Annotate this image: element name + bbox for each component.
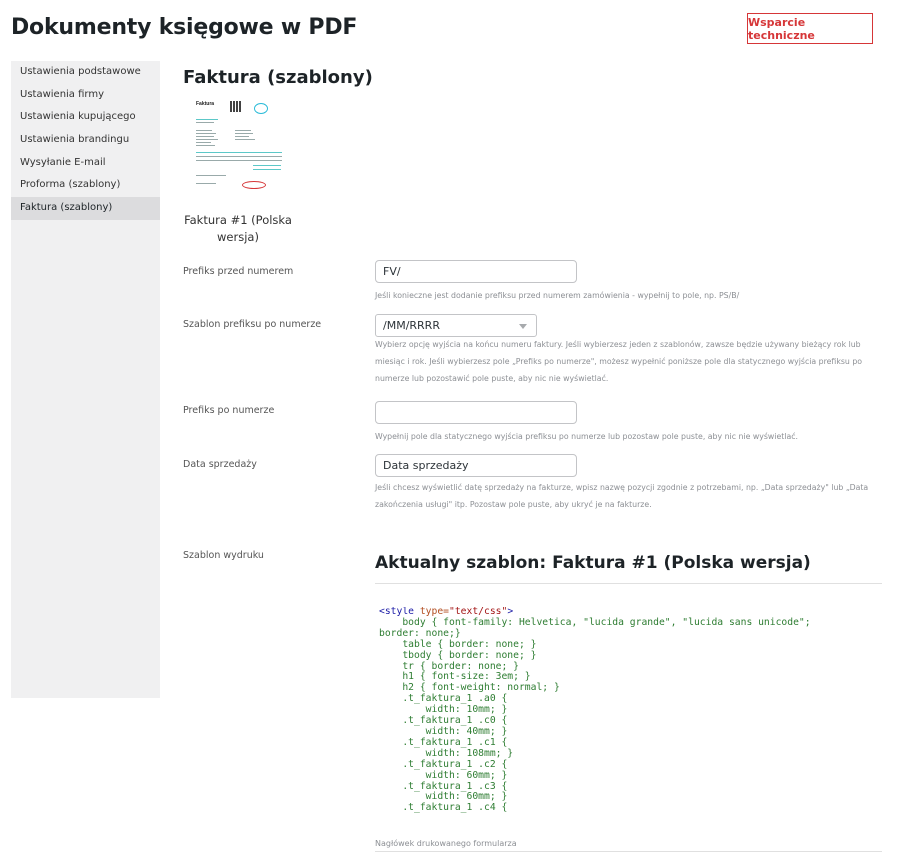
thumbnail-line [253,169,281,170]
thumbnail-line [196,136,214,137]
sidebar-item-basic-settings[interactable]: Ustawienia podstawowe [20,66,141,77]
sale-date-label: Data sprzedaży [183,459,257,470]
suffix-template-select[interactable] [375,314,537,337]
template-thumbnail[interactable] [193,97,285,195]
thumbnail-line [196,133,216,134]
code-line: width: 60mm; } [379,791,508,803]
code-line: .t_faktura_1 .c2 { [379,758,508,770]
divider [375,851,882,852]
code-line: border: none;} [379,627,461,639]
thumbnail-line [196,139,218,140]
suffix-template-help: Wybierz opcję wyjścia na końcu numeru faktury. Jeśli wybierzesz jeden z szablonów, zawsze będzie używany bieżący rok lub miesiąc i rok. Jeśli wybierzesz pole „Prefiks po numerze", możesz wypełnić poniższe pole dla statycznego wyjścia prefiksu po numerze lub pozostawić pole puste, aby nic nie wyświetlać. [375,340,863,383]
thumbnail-line [196,145,215,146]
thumbnail-line [196,156,282,157]
code-line: table { border: none; } [379,638,537,650]
code-tag-close: > [507,607,514,617]
prefix-after-help: Wypełnij pole dla statycznego wyjścia prefiksu po numerze lub pozostaw pole puste, aby nic nie wyświetlać. [375,432,799,441]
sidebar [11,61,160,698]
prefix-after-label: Prefiks po numerze [183,405,275,416]
code-line: width: 108mm; } [379,747,514,759]
thumbnail-title: Faktura [196,101,215,107]
sidebar-item-buyer-settings[interactable]: Ustawienia kupującego [20,111,136,123]
section-title: Faktura (szablony) [183,67,373,88]
print-template-label: Szablon wydruku [183,550,264,561]
sidebar-item-company-settings[interactable]: Ustawienia firmy [20,88,105,100]
prefix-before-label: Prefiks przed numerem [183,266,294,277]
thumbnail-line [235,130,251,131]
suffix-template-label: Szablon prefiksu po numerze [183,319,322,330]
chevron-down-icon [519,324,527,329]
thumbnail-line [196,175,226,176]
thumbnail-line [196,160,282,161]
code-line: h2 { font-weight: normal; } [379,682,560,694]
code-attr: type= [419,607,449,617]
thumbnail-line [253,165,281,166]
prefix-before-help: Jeśli konieczne jest dodanie prefiksu przed numerem zamówienia - wypełnij to pole, np. PS/B/ [375,291,740,300]
code-line: .t_faktura_1 .c3 { [379,780,508,792]
prefix-before-input[interactable]: FV/ [375,260,577,283]
suffix-template-value: /MM/RRRR [383,319,440,332]
sidebar-item-branding-settings[interactable]: Ustawienia brandingu [20,134,130,146]
code-line: tbody { border: none; } [379,649,537,661]
thumbnail-line [196,152,282,153]
prefix-after-input[interactable] [375,401,577,424]
thumbnail-line [235,133,253,134]
code-line: width: 40mm; } [379,725,508,737]
page-title: Dokumenty księgowe w PDF [11,15,358,40]
code-attr-value: "text/css" [449,607,508,617]
code-tag-open: <style [379,607,420,617]
print-header-label: Nagłówek drukowanego formularza [375,839,517,848]
code-line: .t_faktura_1 .c4 { [379,802,508,814]
current-template-title: Aktualny szablon: Faktura #1 (Polska wersja) [375,553,811,573]
code-line: body { font-family: Helvetica, "lucida grande", "lucida sans unicode"; [379,616,811,628]
code-line: width: 60mm; } [379,769,508,781]
thumbnail-line [235,139,255,140]
sidebar-item-invoice-templates[interactable]: Faktura (szablony) [11,197,160,220]
code-line: .t_faktura_1 .c0 { [379,715,508,727]
sale-date-help: Jeśli chcesz wyświetlić datę sprzedaży na fakturze, wpisz nazwę pozycji zgodnie z potrzebami, np. „Data sprzedaży" lub „Data zakończenia usługi" itp. Pozostaw pole puste, aby ukryć je na fakturze. [375,483,869,509]
code-line: width: 10mm; } [379,704,508,716]
thumbnail-line [235,136,249,137]
thumbnail-line [196,122,214,123]
sidebar-item-proforma-templates[interactable]: Proforma (szablony) [20,179,121,191]
sale-date-input[interactable]: Data sprzedaży [375,454,577,477]
qr-code-icon [230,101,241,112]
thumbnail-line [196,130,212,131]
code-line: .t_faktura_1 .c1 { [379,736,508,748]
template-code-editor[interactable] [379,607,879,815]
code-line: tr { border: none; } [379,660,519,672]
code-line: h1 { font-size: 3em; } [379,671,531,683]
sidebar-item-email-sending[interactable]: Wysyłanie E-mail [20,156,106,168]
divider [375,583,882,584]
thumbnail-line [196,183,216,184]
logo-icon [254,103,268,114]
thumbnail-line [196,142,211,143]
support-button[interactable]: Wsparcie techniczne [747,13,873,44]
thumbnail-caption[interactable]: Faktura #1 (Polska wersja) [184,213,292,244]
thumbnail-line [196,119,218,120]
code-line: .t_faktura_1 .a0 { [379,693,508,705]
signature-oval-icon [242,181,266,189]
